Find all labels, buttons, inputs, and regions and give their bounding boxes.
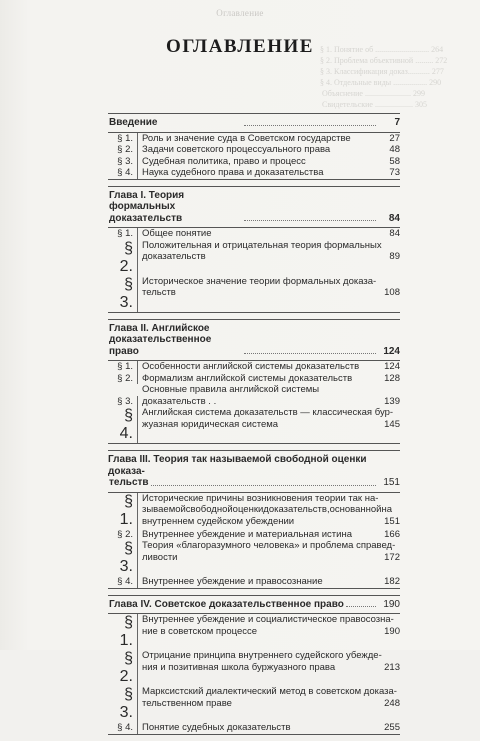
toc-item-row[interactable]: § 2. Отрицание принципа внутреннего судейского убежде- ния и позитивная школа буржуазного права 213 [108, 650, 400, 686]
toc-item-row[interactable]: § 2. Формализм английской системы доказательств 128 [108, 373, 400, 385]
toc-item-row[interactable]: § 1. Особенности английской системы доказательств 124 [108, 361, 400, 373]
toc-item-row[interactable]: § 3. Теория «благоразумного человека» и проблема справед- ливости 172 [108, 540, 400, 576]
toc-item-row[interactable]: § 3. Судебная политика, право и процесс 58 [108, 156, 400, 168]
toc-section-intro [108, 113, 400, 180]
toc-item-row[interactable]: § 1. Внутреннее убеждение и социалистическое правосозна- ние в советском процессе 190 [108, 614, 400, 650]
toc-chapter-row[interactable]: Глава I. Теория формальных доказательств 84 [108, 187, 400, 229]
toc-section-chapter-3 [108, 450, 400, 589]
toc-section-chapter-1 [108, 186, 400, 313]
toc-item-row[interactable]: § 1. Роль и значение суда в Советском государстве 27 [108, 133, 400, 145]
toc-chapter-row[interactable]: Глава II. Английское доказательственное право 124 [108, 320, 400, 362]
toc-item-row[interactable]: § 3. Основные правила английской системы доказательств . . 139 [108, 384, 400, 407]
toc-item-row[interactable]: § 2. Внутреннее убеждение и материальная истина 166 [108, 529, 400, 541]
toc-chapter-row[interactable]: Глава IV. Советское доказательственное право 190 [108, 596, 400, 615]
toc-item-row[interactable]: § 2. Задачи советского процессуального права 48 [108, 144, 400, 156]
toc-item-row[interactable]: § 4. Английская система доказательств — классическая бур- жуазная юридическая система 145 [108, 407, 400, 443]
toc-item-row[interactable]: § 3. Марксистский диалектический метод в советском доказа- тельственном праве 248 [108, 686, 400, 722]
running-head: Оглавление [216, 8, 264, 18]
page-title: ОГЛАВЛЕНИЕ [166, 36, 314, 57]
bleed-through-text: § 1. Понятие об ........................... 264 § 2. Проблема объективной ......... 272 § 3. Классификация доказ........... 277 § 4. Отдельные виды ................. 290 Объяснение ....................... 299 Свидетельские ................... 305 [320, 45, 448, 109]
toc-item-row[interactable]: § 4. Внутреннее убеждение и правосознание 182 [108, 576, 400, 588]
toc-item-row[interactable]: § 1. Исторические причины возникновения теории так на- зываемойсвободнойоценкидоказательств,основаннойна внутреннем судейском убеждении 151 [108, 493, 400, 529]
toc-item-row[interactable]: § 4. Наука судебного права и доказательства 73 [108, 167, 400, 179]
toc-chapter-row[interactable]: Введение 7 [108, 114, 400, 133]
toc-item-row[interactable]: § 3. Историческое значение теории формальных доказа- тельств 108 [108, 276, 400, 312]
toc-chapter-row[interactable]: Глава III. Теория так называемой свободной оценки доказа- тельств 151 [108, 451, 400, 493]
toc-item-row[interactable]: § 1. Общее понятие 84 [108, 228, 400, 240]
toc-section-chapter-4 [108, 595, 400, 735]
table-of-contents [108, 113, 400, 741]
toc-section-chapter-2 [108, 319, 400, 445]
toc-item-row[interactable]: § 2. Положительная и отрицательная теория формальных доказательств 89 [108, 240, 400, 276]
toc-item-row[interactable]: § 4. Понятие судебных доказательств 255 [108, 722, 400, 734]
